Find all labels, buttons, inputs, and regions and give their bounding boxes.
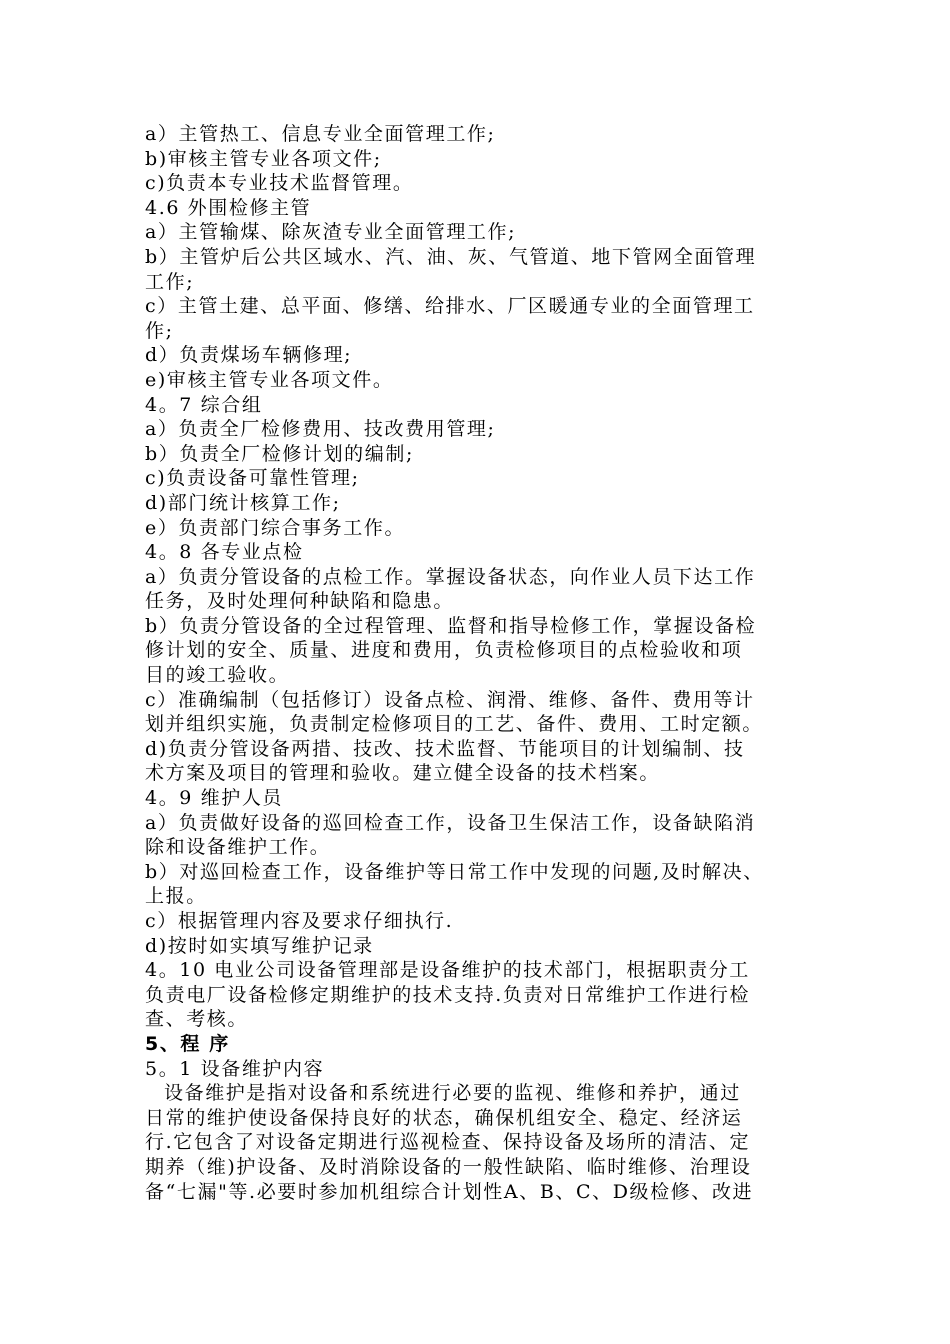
paragraph-line: 期养（维)护设备、及时消除设备的一般性缺陷、临时维修、治理设: [145, 1155, 752, 1178]
text-line: d)负责分管设备两措、技改、技术监督、节能项目的计划编制、技: [145, 737, 745, 760]
text-line: 划并组织实施，负责制定检修项目的工艺、备件、费用、工时定额。: [145, 713, 764, 736]
paragraph-line: 备“七漏"等.必要时参加机组综合计划性A、B、C、D级检修、改进: [145, 1180, 754, 1203]
text-line: a）负责全厂检修费用、技改费用管理;: [145, 418, 496, 441]
text-line: 工作;: [145, 270, 195, 293]
text-line: b）对巡回检查工作，设备维护等日常工作中发现的问题,及时解决、: [145, 860, 764, 883]
text-line: b）负责分管设备的全过程管理、监督和指导检修工作，掌握设备检: [145, 614, 757, 637]
paragraph-line: 日常的维护使设备保持良好的状态，确保机组安全、稳定、经济运: [145, 1106, 743, 1129]
section-heading-4-8: 4。8 各专业点检: [145, 541, 304, 564]
text-line: e)审核主管专业各项文件。: [145, 368, 394, 391]
text-line: c）主管土建、总平面、修缮、给排水、厂区暖通专业的全面管理工: [145, 295, 755, 318]
section-heading-4-7: 4。7 综合组: [145, 393, 263, 416]
text-line: a）负责做好设备的巡回检查工作，设备卫生保洁工作，设备缺陷消: [145, 811, 756, 834]
paragraph-line: 设备维护是指对设备和系统进行必要的监视、维修和养护，通过: [164, 1082, 741, 1105]
text-line: a）主管输煤、除灰渣专业全面管理工作;: [145, 221, 517, 244]
text-line: 任务，及时处理何种缺陷和隐患。: [145, 590, 455, 613]
text-line: c）根据管理内容及要求仔细执行.: [145, 910, 454, 932]
text-line: d)部门统计核算工作;: [145, 491, 341, 514]
section-heading-5: 5、程 序: [145, 1032, 230, 1055]
text-line: d)按时如实填写维护记录: [145, 934, 374, 957]
text-line: c)负责本专业技术监督管理。: [145, 172, 414, 195]
section-heading-4-9: 4。9 维护人员: [145, 787, 284, 810]
text-line: d）负责煤场车辆修理;: [145, 344, 353, 367]
text-line: a）主管热工、信息专业全面管理工作;: [145, 123, 496, 145]
paragraph-line: 行.它包含了对设备定期进行巡视检查、保持设备及场所的清洁、定: [145, 1131, 751, 1154]
text-line: b）负责全厂检修计划的编制;: [145, 442, 414, 465]
text-line: 上报。: [145, 885, 207, 908]
text-line: b)审核主管专业各项文件;: [145, 147, 382, 170]
text-line: 目的竣工验收。: [145, 664, 290, 687]
text-line: 负责电厂设备检修定期维护的技术支持.负责对日常维护工作进行检: [145, 983, 751, 1006]
section-heading-5-1: 5。1 设备维护内容: [145, 1057, 325, 1080]
text-line: 修计划的安全、质量、进度和费用，负责检修项目的点检验收和项: [145, 639, 743, 662]
text-line: a）负责分管设备的点检工作。掌握设备状态，向作业人员下达工作: [145, 565, 756, 588]
text-line: 查、考核。: [145, 1008, 249, 1031]
text-line: 4。10 电业公司设备管理部是设备维护的技术部门，根据职责分工: [145, 959, 750, 982]
text-line: c)负责设备可靠性管理;: [145, 467, 360, 490]
text-line: 除和设备维护工作。: [145, 836, 331, 859]
text-line: c）准确编制（包括修订）设备点检、润滑、维修、备件、费用等计: [145, 688, 755, 711]
text-line: 术方案及项目的管理和验收。建立健全设备的技术档案。: [145, 762, 661, 785]
text-line: e）负责部门综合事务工作。: [145, 516, 406, 539]
text-line: b）主管炉后公共区域水、汽、油、灰、气管道、地下管网全面管理: [145, 245, 757, 268]
text-line: 作;: [145, 319, 174, 342]
section-heading-4-6: 4.6 外围检修主管: [145, 196, 312, 219]
document-body: [145, 122, 820, 1204]
